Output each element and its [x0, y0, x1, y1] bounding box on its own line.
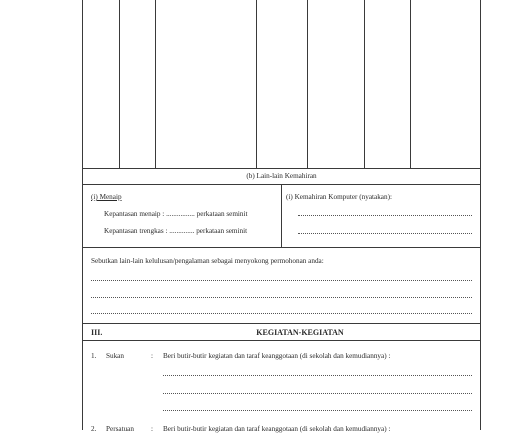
grid-column-divider: [155, 0, 156, 168]
kepantasan-trengkas-field[interactable]: Kepantasan trengkas : .............. perkataan seminit: [104, 227, 248, 235]
section-iii-number: III.: [91, 328, 103, 337]
kemahiran-komputer-label: (i) Kemahiran Komputer (nyatakan):: [286, 193, 392, 201]
item-number: 2.: [91, 425, 97, 433]
grid-column-divider: [364, 0, 365, 168]
menaip-label: (i) Menaip: [91, 193, 122, 201]
skills-bottom-border: [82, 247, 481, 248]
section-iii-header-border: [82, 340, 481, 341]
kepantasan-menaip-field[interactable]: Kepantasan menaip : ................ perkataan seminit: [104, 210, 248, 218]
menaip-komputer-divider: [281, 184, 282, 247]
sukan-answer-line[interactable]: [163, 375, 472, 376]
grid-column-divider: [410, 0, 411, 168]
lain-lain-heading: (b) Lain-lain Kemahiran: [246, 172, 317, 180]
item-colon: :: [151, 352, 153, 360]
komputer-answer-line[interactable]: [298, 215, 472, 216]
section-iii-title: KEGIATAN-KEGIATAN: [256, 328, 344, 337]
kelulusan-answer-line[interactable]: [91, 313, 472, 314]
sukan-answer-line[interactable]: [163, 410, 472, 411]
grid-column-divider: [307, 0, 308, 168]
kelulusan-answer-line[interactable]: [91, 280, 472, 281]
grid-column-divider: [119, 0, 120, 168]
item-label: Persatuan: [106, 425, 134, 433]
item-colon: :: [151, 425, 153, 433]
kelulusan-answer-line[interactable]: [91, 297, 472, 298]
grid-bottom-border: [82, 168, 481, 169]
komputer-answer-line[interactable]: [298, 233, 472, 234]
frame-left-border: [82, 0, 83, 430]
item-instruction: Beri butir-butir kegiatan dan taraf keanggotaan (di sekolah dan kemudiannya) :: [163, 352, 391, 360]
item-instruction: Beri butir-butir kegiatan dan taraf keanggotaan (di sekolah dan kemudiannya) :: [163, 425, 391, 433]
kelulusan-prompt: Sebutkan lain-lain kelulusan/pengalaman sebagai menyokong permohonan anda:: [91, 257, 324, 265]
item-number: 1.: [91, 352, 97, 360]
section-iii-top-border: [82, 323, 481, 324]
item-label: Sukan: [106, 352, 124, 360]
sukan-answer-line[interactable]: [163, 393, 472, 394]
grid-column-divider: [256, 0, 257, 168]
frame-right-border: [480, 0, 481, 430]
